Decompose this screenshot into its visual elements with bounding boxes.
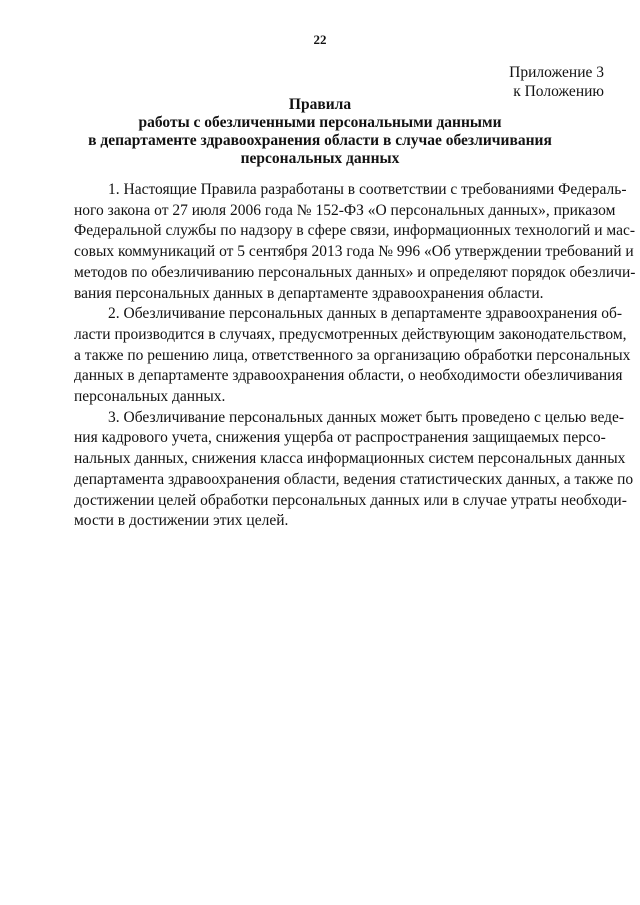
text-line: 1. Настоящие Правила разработаны в соответствии с требованиями Федераль- xyxy=(108,181,627,198)
text-line: вания персональных данных в департаменте здравоохранения области. xyxy=(74,284,544,302)
paragraph-3 xyxy=(40,408,634,532)
page-number: 22 xyxy=(313,32,327,47)
text-line: ласти производится в случаях, предусмотренных действующим законодательством, xyxy=(74,325,627,343)
text-line: а также по решению лица, ответственного за организацию обработки персональных xyxy=(74,346,631,364)
document-title xyxy=(40,96,600,168)
title-line-1: Правила xyxy=(288,96,352,113)
text-line: персональных данных. xyxy=(74,388,226,406)
text-line: совых коммуникаций от 5 сентября 2013 года № 996 «Об утверждении требований и xyxy=(74,243,634,261)
title-line-2: работы с обезличенными персональными данными xyxy=(138,114,502,131)
paragraph-2 xyxy=(40,304,631,408)
text-line: нальных данных, снижения класса информационных систем персональных данных xyxy=(74,450,626,468)
text-line: Федеральной службы по надзору в сфере связи, информационных технологий и мас- xyxy=(74,222,636,240)
text-line: данных в департаменте здравоохранения области, о необходимости обезличивания xyxy=(74,367,623,385)
appendix-line-1: Приложение 3 xyxy=(509,64,604,81)
text-line: ния кадрового учета, снижения ущерба от распространения защищаемых персо- xyxy=(74,429,606,447)
text-line: 2. Обезличивание персональных данных в департаменте здравоохранения об- xyxy=(108,305,623,323)
text-line: ного закона от 27 июля 2006 года № 152-ФЗ «О персональных данных», приказом xyxy=(74,201,616,219)
text-line: 3. Обезличивание персональных данных может быть проведено с целью веде- xyxy=(108,408,625,426)
text-line: департамента здравоохранения области, ведения статистических данных, а также по xyxy=(74,470,634,488)
text-line: достижении целей обработки персональных данных или в случае утраты необходи- xyxy=(74,491,627,509)
title-line-3: в департаменте здравоохранения области в случае обезличивания xyxy=(88,132,552,149)
title-line-4: персональных данных xyxy=(240,150,400,167)
appendix-line-2: к Положению xyxy=(513,83,604,100)
text-line: методов по обезличиванию персональных данных» и определяют порядок обезличи- xyxy=(74,263,636,281)
text-line: мости в достижении этих целей. xyxy=(74,512,289,530)
paragraph-1 xyxy=(40,180,636,304)
document-body xyxy=(40,180,636,532)
